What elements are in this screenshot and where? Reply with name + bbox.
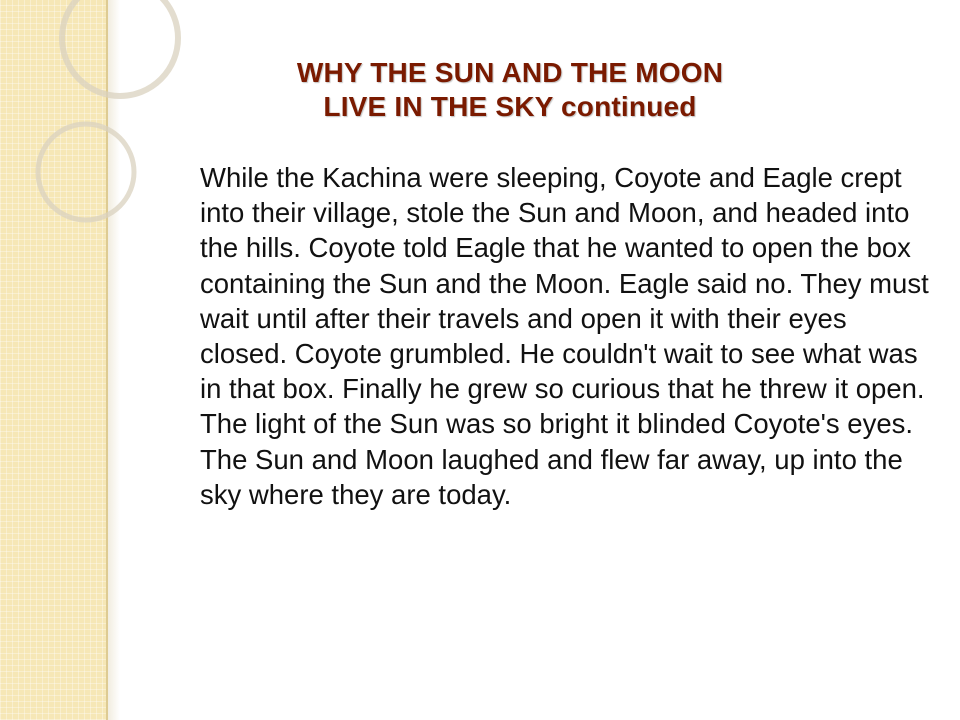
title-line-1: WHY THE SUN AND THE MOON	[296, 57, 724, 88]
title-line-2-suffix: continued	[561, 91, 697, 122]
decorative-circles	[0, 0, 200, 260]
title-line-2	[230, 90, 790, 124]
title-line-2-main: LIVE IN THE SKY	[323, 91, 562, 122]
slide-title	[230, 56, 790, 124]
decorative-circle-large	[62, 0, 178, 96]
decorative-circle-small	[38, 124, 134, 220]
story-paragraph: While the Kachina were sleeping, Coyote and Eagle crept into their village, stole the Sun and Moon, and headed into the hills. Coyote told Eagle that he wanted to open the box containing the Sun and the Moon. Eagle said no. They must wait until after their travels and open it with their eyes closed. Coyote grumbled. He couldn't wait to see what was in that box. Finally he grew so curious that he threw it open. The light of the Sun was so bright it blinded Coyote's eyes. The Sun and Moon laughed and flew far away, up into the sky where they are today.	[200, 162, 929, 510]
